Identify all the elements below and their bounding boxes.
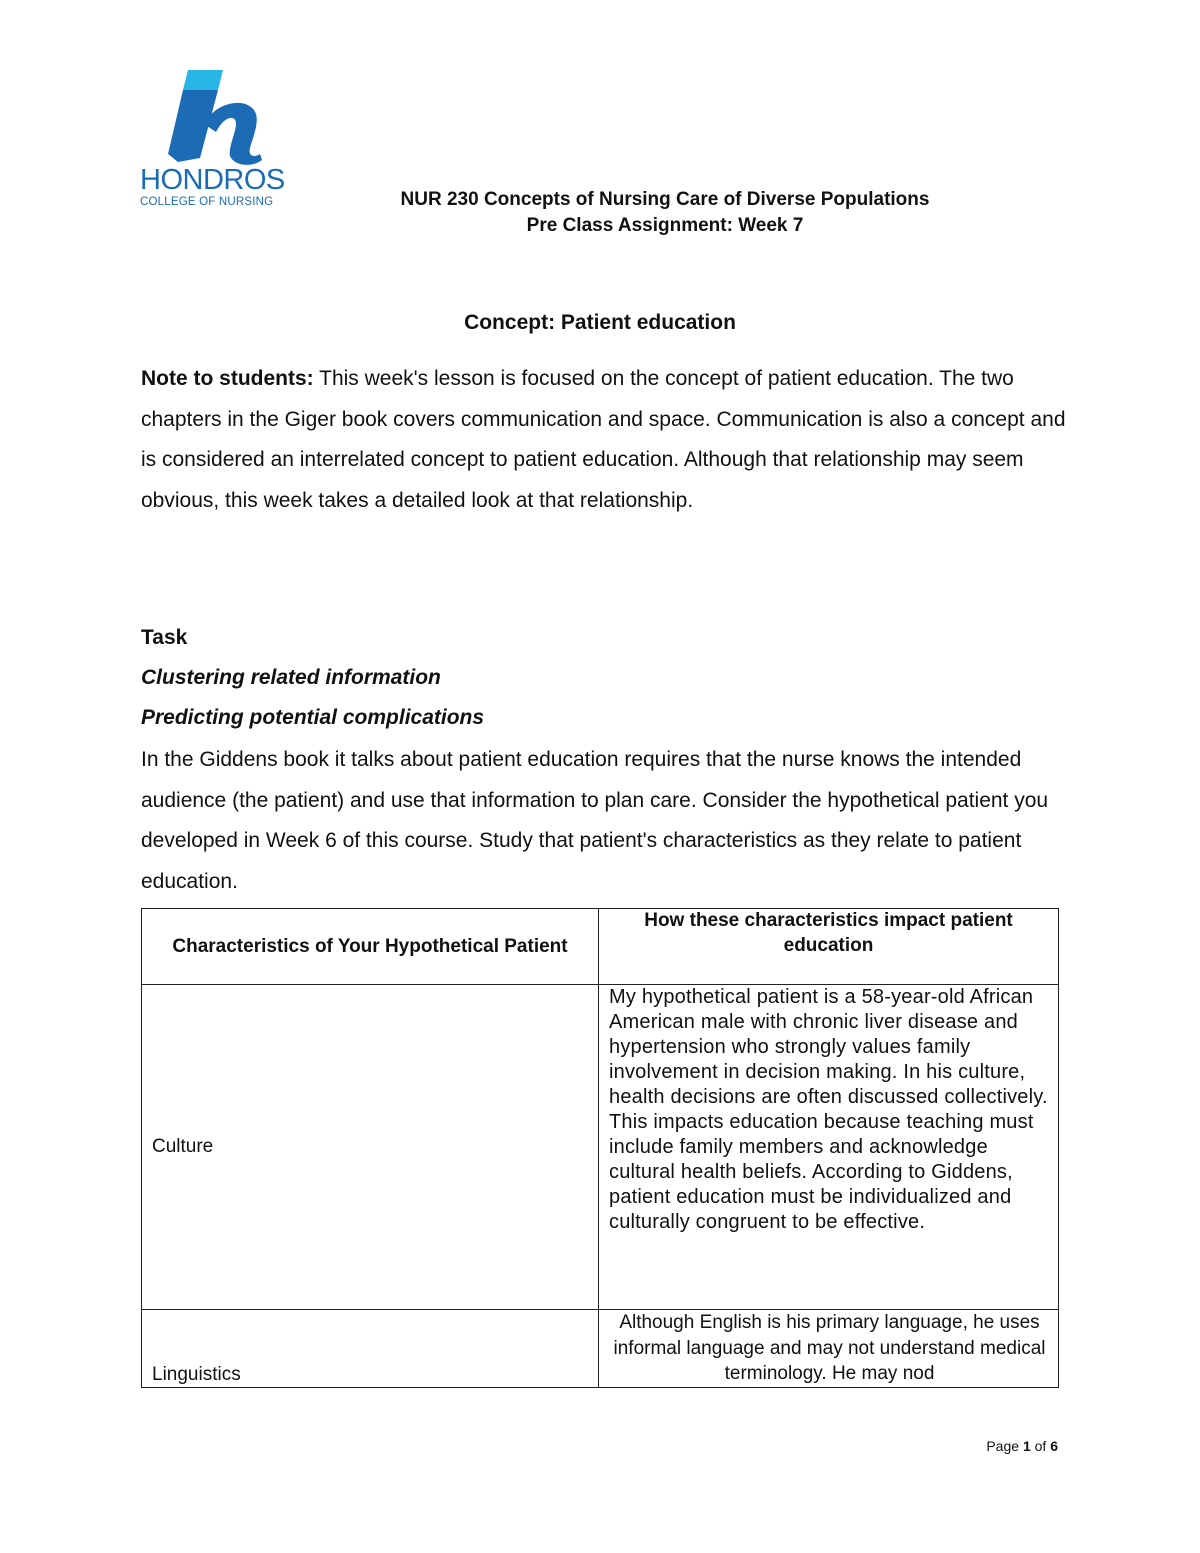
task-heading: Task xyxy=(141,626,188,649)
characteristic-cell: Culture xyxy=(142,985,599,1310)
note-text: This week's lesson is focused on the concept of patient education. The two chapters in the Giger book covers communication and space. Communication is also a concept and is considered an interrelated concept to patient education. Although that relationship may seem obvious, this week takes a detailed look at that relationship. xyxy=(141,367,1066,512)
logo-h-mark xyxy=(138,70,298,166)
characteristic-cell: Linguistics xyxy=(142,1310,599,1388)
page-label: Page xyxy=(986,1438,1020,1454)
table-header-impact: How these characteristics impact patient education xyxy=(599,909,1059,985)
page-total: 6 xyxy=(1050,1438,1058,1454)
logo-name: HONDROS xyxy=(140,164,285,196)
assignment-title: Pre Class Assignment: Week 7 xyxy=(526,215,804,236)
task-paragraph: In the Giddens book it talks about patient education requires that the nurse knows the intended audience (the patient) and use that information to plan care. Consider the hypothetical patient you developed in Week 6 of this course. Study that patient's characteristics as they relate to patient education. xyxy=(141,748,1049,893)
characteristics-table xyxy=(141,908,1059,1388)
page-current: 1 xyxy=(1022,1438,1031,1454)
task-subheading-predicting: Predicting potential complications xyxy=(141,706,485,729)
table-row xyxy=(142,985,1059,1310)
page-number xyxy=(986,1438,1058,1455)
impact-cell: My hypothetical patient is a 58-year-old African American male with chronic liver disease and hypertension who strongly values family involvement in decision making. In his culture, health decisions are often discussed collectively. This impacts education because teaching must include family members and acknowledge cultural health beliefs. According to Giddens, patient education must be individualized and culturally congruent to be effective. xyxy=(599,985,1059,1310)
table-row xyxy=(142,1310,1059,1388)
impact-cell: Although English is his primary language, he uses informal language and may not understand medical terminology. He may nod xyxy=(599,1310,1059,1388)
course-title: NUR 230 Concepts of Nursing Care of Diverse Populations xyxy=(400,189,930,210)
note-label: Note to students: xyxy=(141,367,314,390)
table-header-row xyxy=(142,909,1059,985)
table-header-characteristics: Characteristics of Your Hypothetical Patient xyxy=(142,909,599,985)
logo-subtitle: COLLEGE OF NURSING xyxy=(140,196,274,208)
page-of-label: of xyxy=(1034,1438,1047,1454)
concept-heading: Concept: Patient education xyxy=(464,311,736,334)
note-paragraph xyxy=(141,359,1071,521)
task-subheading-clustering: Clustering related information xyxy=(141,666,441,689)
